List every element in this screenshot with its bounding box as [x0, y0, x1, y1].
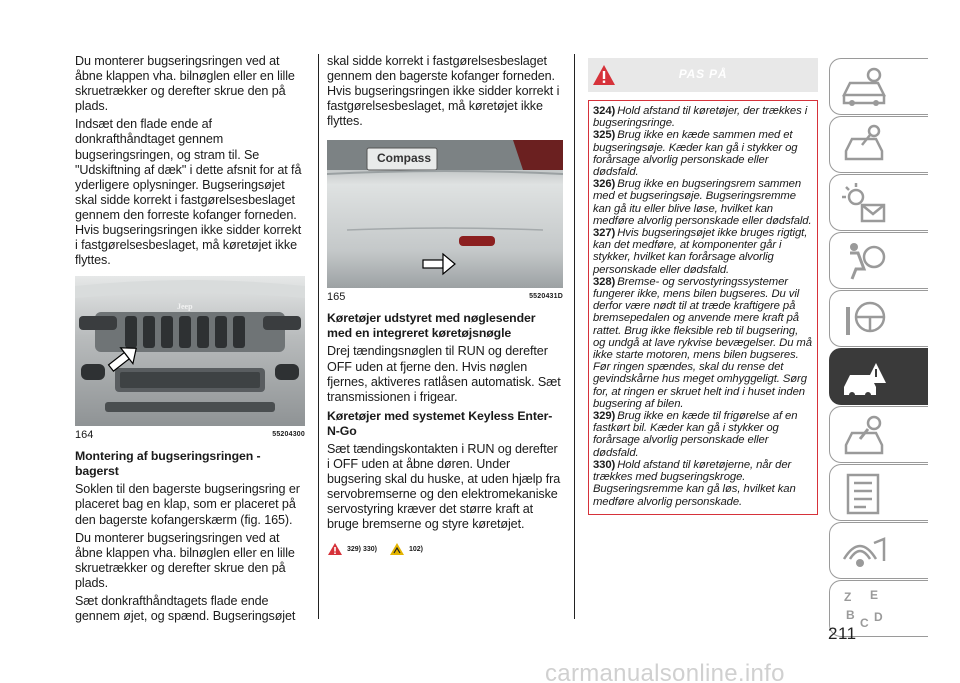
paragraph: Indsæt den flade ende af donkrafthåndtaget gennem bugseringsringen, og stram til. Se "Udskiftning af dæk" i dette afsnit for at få yderligere oplysninger. Bugseringsøjet skal sidde korrekt i fastgørelsesbeslaget gennem den forreste kofanger forneden. Hvis bugseringsringen ikke sidder korrekt i fastgørelsesbeslaget, må køretøjet ikke flyttes.	[75, 117, 302, 268]
figure-165-rear-bumper-photo	[327, 140, 563, 288]
steering-wheel-icon	[840, 297, 888, 341]
compass-badge: Compass	[377, 151, 432, 166]
chapter-tab[interactable]	[829, 290, 928, 347]
chapter-tab[interactable]	[829, 232, 928, 289]
chapter-tab[interactable]	[829, 406, 928, 463]
multimedia-icon	[840, 529, 888, 573]
caution-ref-numbers: 102)	[408, 545, 423, 553]
svg-text:Z: Z	[844, 590, 852, 604]
section-heading: Montering af bugseringsringen - bagerst	[75, 449, 261, 479]
chapter-tab[interactable]	[829, 464, 928, 521]
chapter-tab[interactable]	[829, 174, 928, 231]
warning-item-number: 326)	[593, 178, 616, 191]
chapter-tab[interactable]	[829, 522, 928, 579]
page-number: 211	[828, 624, 857, 643]
specifications-icon	[840, 471, 888, 515]
warning-item	[593, 178, 813, 227]
wrench-car-icon	[840, 413, 888, 457]
car-dashboard-icon	[840, 65, 888, 109]
warning-item-text: Brug ikke en bugseringsrem sammen med et bugseringsøje. Bugseringsremme kan gå itu eller blive løse, hvilket kan medføre alvorlig personskade eller dødsfald.	[593, 178, 812, 227]
car-key-icon	[840, 123, 888, 167]
paragraph: Sæt donkrafthåndtagets flade ende gennem øjet, og spænd. Bugseringsøjet	[75, 593, 296, 624]
paragraph: skal sidde korrekt i fastgørelsesbeslaget gennem den bagerste kofanger forneden. Hvis bugseringsringen ikke sidder korrekt i fastgørelsesbeslaget, må køretøjet ikke flyttes.	[327, 54, 560, 129]
figure-code: 55204300	[272, 431, 305, 439]
warning-box	[588, 100, 818, 515]
car-breakdown-icon	[840, 355, 888, 399]
figure-number: 165	[327, 291, 346, 304]
figure-code: 5520431D	[529, 293, 563, 301]
paragraph: Du monterer bugseringsringen ved at åbne klappen vha. bilnøglen eller en lille skruetrækker og derefter skrue den på plads.	[75, 530, 295, 590]
warning-item-number: 325)	[593, 129, 616, 142]
warning-item	[593, 276, 813, 410]
chapter-tab[interactable]	[829, 348, 928, 405]
column-divider	[318, 54, 319, 619]
warning-item	[593, 410, 813, 459]
warning-lights-icon	[840, 181, 888, 225]
svg-text:B: B	[846, 608, 855, 622]
column-divider	[574, 54, 575, 619]
svg-text:E: E	[870, 588, 879, 602]
warning-list	[589, 101, 817, 514]
figure-caption	[327, 291, 563, 303]
paragraph: Soklen til den bagerste bugseringsring er placeret bag en klap, som er placeret på den bagerste kofangerskærm (fig. 165).	[75, 482, 300, 527]
warning-item-text: Hold afstand til køretøjer, der trækkes i bugseringsringe.	[593, 105, 808, 130]
paragraph: Sæt tændingskontakten i RUN og derefter i OFF uden at åbne døren. Under bugsering skal du huske, at uden hjælp fra servobremserne og den elektromekaniske servostyring kræver det større kraft at bruge bremserne og styre køretøjet.	[327, 441, 561, 532]
caution-triangle-icon	[389, 542, 405, 556]
chapter-tab[interactable]	[829, 58, 928, 115]
paragraph: Drej tændingsnøglen til RUN og derefter OFF uden at fjerne den. Hvis nøglen fjernes, aktiveres ratlåsen automatisk. Sæt transmissionen i frigear.	[327, 344, 561, 404]
warning-item-number: 330)	[593, 458, 616, 471]
column-left	[75, 54, 305, 627]
warning-item	[593, 129, 813, 178]
warning-item-text: Brug ikke en kæde til frigørelse af en fastkørt bil. Kæder kan gå i stykker og forårsage alvorlig personskade eller dødsfald.	[593, 410, 798, 459]
figure-164-front-bumper-photo	[75, 276, 305, 426]
warning-item	[593, 227, 813, 276]
warning-header	[588, 58, 818, 92]
chapter-tab[interactable]	[829, 116, 928, 173]
section-heading: Køretøjer udstyret med nøglesender med en integreret køretøjsnøgle	[327, 311, 536, 341]
warning-item-number: 324)	[593, 105, 616, 117]
warning-references	[327, 542, 563, 556]
airbag-icon	[840, 239, 888, 283]
warning-item	[593, 459, 813, 508]
warning-ref-numbers: 329) 330)	[347, 545, 377, 553]
svg-text:C: C	[860, 616, 869, 630]
paragraph: Du monterer bugseringsringen ved at åbne klappen vha. bilnøglen eller en lille skruetrækker og derefter skrue den på plads.	[75, 54, 295, 114]
warning-item-text: Hvis bugseringsøjet ikke bruges rigtigt, kan det medføre, at komponenter går i stykker, hvilket kan forårsage alvorlig personskade eller dødsfald.	[593, 227, 808, 276]
warning-item-text: Bremse- og servostyringssystemer fungerer ikke, mens bilen bugseres. Du vil derfor være nødt til at træde kraftigere på bremsepedalen og anvende mere kraft på rattet. Brug ikke fleksible reb til bugsering, og undgå at lave rykvise bevægelser. Du må ikke starte motoren, mens bilen bugseres. Før ringen spændes, skal du rense det gevindskårne hus meget omhyggeligt. Sørg for, at ringen er skruet helt ind i huset inden bugsering af bilen.	[593, 275, 812, 410]
warning-triangle-icon	[327, 542, 343, 556]
figure-number: 164	[75, 429, 94, 442]
warning-title: PAS PÅ	[678, 67, 728, 81]
warning-item-number: 327)	[593, 227, 616, 240]
figure-caption	[75, 429, 305, 441]
warning-item-number: 329)	[593, 410, 616, 423]
warning-item-number: 328)	[593, 275, 616, 288]
watermark: carmanualsonline.info	[545, 660, 785, 683]
section-heading: Køretøjer med systemet Keyless Enter-N-Go	[327, 408, 553, 438]
svg-text:D: D	[874, 610, 883, 624]
warning-item-text: Hold afstand til køretøjerne, når der trækkes med bugseringskroge. Bugseringsremme kan gå løs, hvilket kan medføre alvorlig personskade.	[593, 458, 796, 508]
warning-item	[593, 105, 813, 129]
warning-item-text: Brug ikke en kæde sammen med et bugseringsøje. Kæder kan gå i stykker og forårsage alvorlig personskade eller dødsfald.	[593, 129, 798, 179]
chapter-tabs	[829, 58, 928, 638]
warning-panel	[588, 58, 818, 515]
jeep-badge: Jeep	[177, 302, 193, 312]
column-middle	[327, 54, 563, 556]
